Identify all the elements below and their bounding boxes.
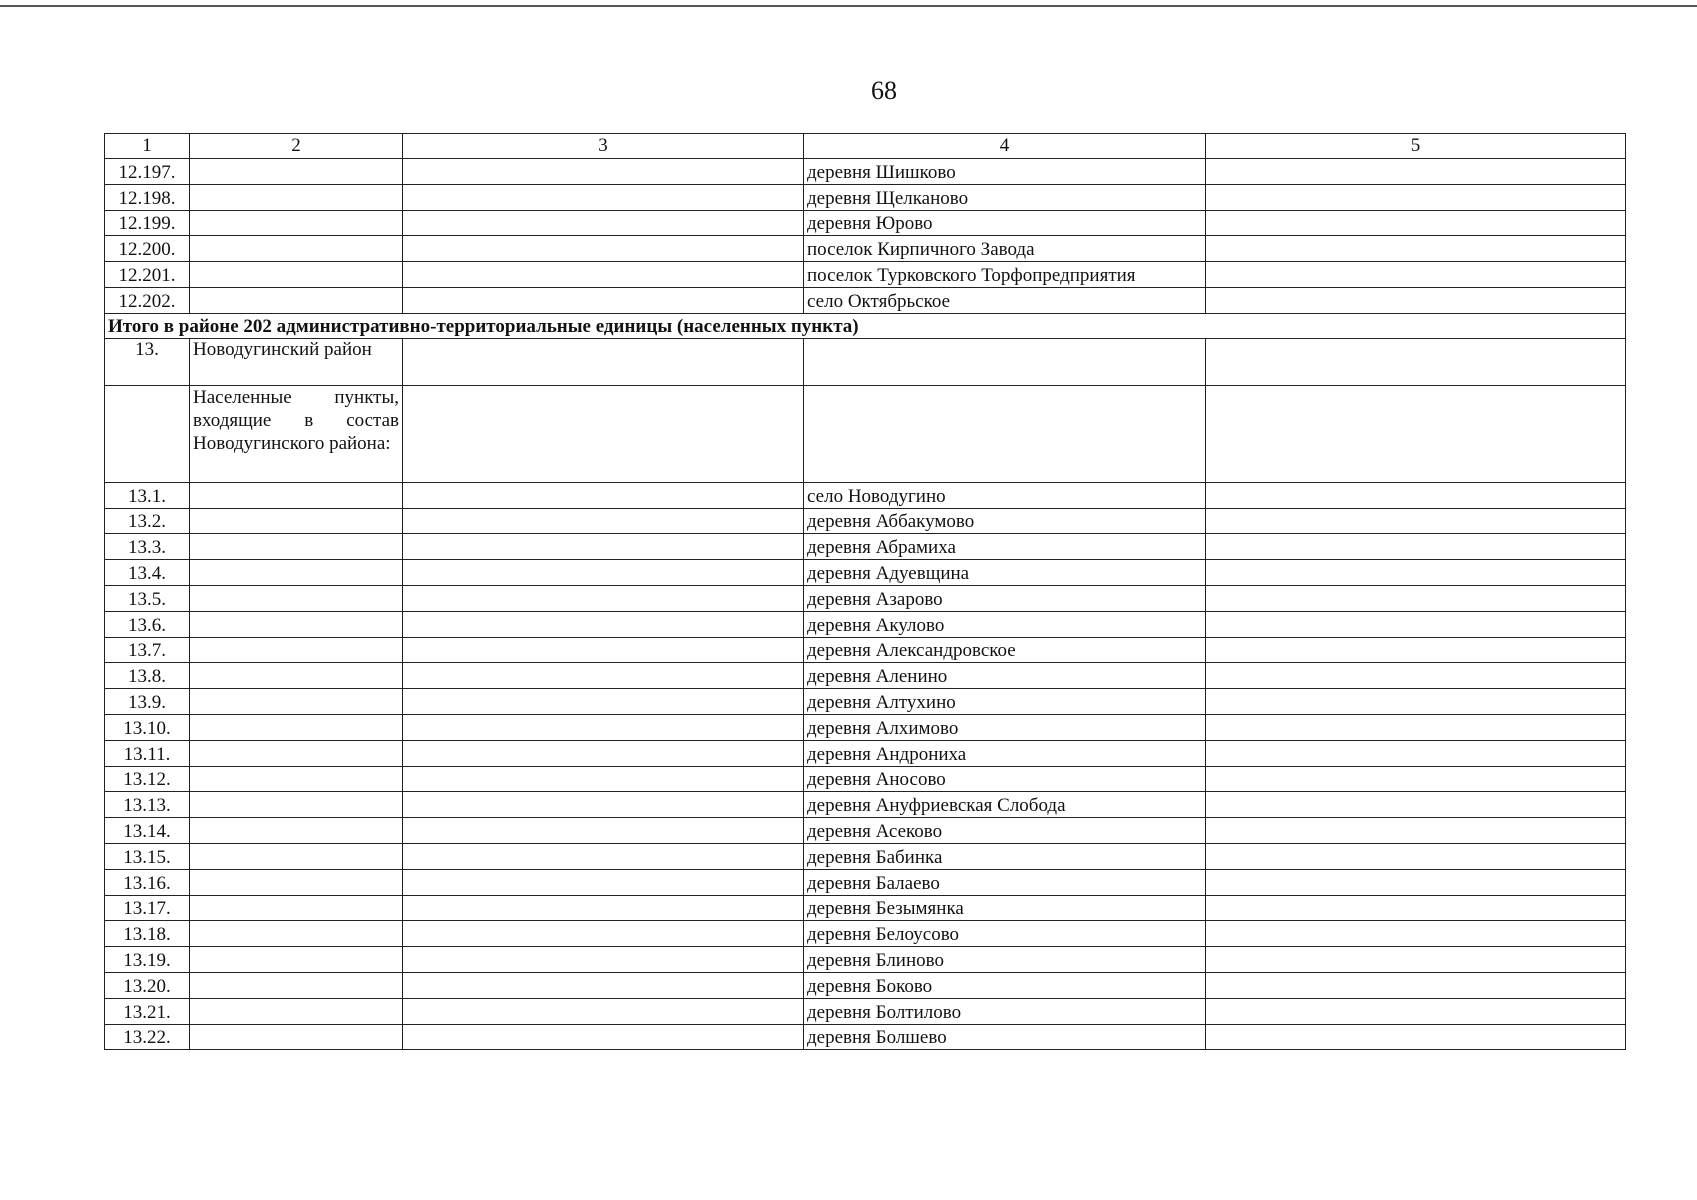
cell-col-5	[1206, 869, 1626, 895]
row-number: 13.7.	[105, 637, 190, 663]
cell-col-3	[403, 792, 804, 818]
cell-col-5	[1206, 534, 1626, 560]
header-col-2: 2	[190, 134, 403, 159]
cell-col-3	[403, 843, 804, 869]
cell-col-3	[403, 611, 804, 637]
cell-col-2	[190, 534, 403, 560]
cell-col-5	[1206, 210, 1626, 236]
cell-col-3	[403, 663, 804, 689]
cell-col-3	[403, 972, 804, 998]
cell-col-5	[1206, 184, 1626, 210]
table-row	[105, 637, 1626, 663]
row-number: 12.198.	[105, 184, 190, 210]
table-row	[105, 740, 1626, 766]
cell-col-3	[403, 921, 804, 947]
cell-col-5	[1206, 921, 1626, 947]
table-row	[105, 998, 1626, 1024]
cell-col-3	[403, 895, 804, 921]
cell-col-5	[1206, 663, 1626, 689]
row-number: 13.15.	[105, 843, 190, 869]
table-row	[105, 534, 1626, 560]
cell-col-5	[1206, 159, 1626, 185]
row-number: 13.8.	[105, 663, 190, 689]
settlement-name: деревня Асеково	[804, 818, 1206, 844]
table-row	[105, 611, 1626, 637]
table-row	[105, 869, 1626, 895]
cell-col-5	[1206, 637, 1626, 663]
cell-col-2	[190, 482, 403, 508]
table-row	[105, 262, 1626, 288]
settlement-name: село Октябрьское	[804, 287, 1206, 313]
cell-col-2	[190, 947, 403, 973]
cell-col-5	[1206, 262, 1626, 288]
cell-col-3	[403, 714, 804, 740]
header-col-1: 1	[105, 134, 190, 159]
subheading-text: Населенные пункты, входящие в состав Новодугинского района:	[190, 385, 403, 482]
cell-col-3	[403, 637, 804, 663]
cell-col-5	[1206, 998, 1626, 1024]
settlement-name: деревня Белоусово	[804, 921, 1206, 947]
row-number: 13.20.	[105, 972, 190, 998]
cell-col-2	[190, 689, 403, 715]
cell-col-2	[190, 869, 403, 895]
cell-col-2	[190, 236, 403, 262]
settlement-name: поселок Турковского Торфопредприятия	[804, 262, 1206, 288]
cell-col-3	[403, 482, 804, 508]
cell-col-5	[1206, 287, 1626, 313]
cell-col-3	[403, 689, 804, 715]
settlement-name: деревня Ануфриевская Слобода	[804, 792, 1206, 818]
cell-col-2	[190, 792, 403, 818]
row-number: 12.202.	[105, 287, 190, 313]
row-number: 13.17.	[105, 895, 190, 921]
cell-col-2	[190, 895, 403, 921]
cell-col-3	[403, 184, 804, 210]
row-number: 13.11.	[105, 740, 190, 766]
cell-col-5	[1206, 947, 1626, 973]
cell-col-2	[190, 585, 403, 611]
cell-col-3	[403, 236, 804, 262]
total-row	[105, 313, 1626, 338]
table-row	[105, 766, 1626, 792]
table-row	[105, 482, 1626, 508]
cell-col-5	[1206, 585, 1626, 611]
settlement-name: деревня Юрово	[804, 210, 1206, 236]
settlement-name: деревня Шишково	[804, 159, 1206, 185]
cell-col-5	[1206, 482, 1626, 508]
cell-col-2	[190, 287, 403, 313]
settlement-name: деревня Адуевщина	[804, 560, 1206, 586]
settlement-name: деревня Бабинка	[804, 843, 1206, 869]
table-row	[105, 689, 1626, 715]
district-name: Новодугинский район	[190, 338, 403, 385]
cell-col-2	[190, 740, 403, 766]
cell-col-2	[190, 262, 403, 288]
table-row	[105, 159, 1626, 185]
row-number: 13.13.	[105, 792, 190, 818]
cell-col-5	[1206, 611, 1626, 637]
cell-col-3	[403, 818, 804, 844]
table-row	[105, 792, 1626, 818]
total-text: Итого в районе 202 административно-территориальные единицы (населенных пункта)	[105, 313, 1626, 338]
cell-col-5	[1206, 714, 1626, 740]
settlement-name: деревня Аббакумово	[804, 508, 1206, 534]
table-row	[105, 585, 1626, 611]
row-number: 13.9.	[105, 689, 190, 715]
header-col-4: 4	[804, 134, 1206, 159]
cell-col-5	[1206, 972, 1626, 998]
settlement-name: деревня Боково	[804, 972, 1206, 998]
cell-col-2	[190, 508, 403, 534]
cell-col-2	[190, 663, 403, 689]
cell-col-2	[190, 972, 403, 998]
cell-col-3	[403, 998, 804, 1024]
district-number: 13.	[105, 338, 190, 385]
row-number: 13.5.	[105, 585, 190, 611]
page-number: 68	[871, 76, 897, 105]
cell-col-5	[1206, 689, 1626, 715]
row-number: 13.14.	[105, 818, 190, 844]
cell-col-3	[403, 534, 804, 560]
district-row	[105, 338, 1626, 385]
table-row	[105, 1024, 1626, 1050]
table-row	[105, 508, 1626, 534]
row-number: 13.4.	[105, 560, 190, 586]
cell-col-5	[1206, 1024, 1626, 1050]
cell-col-5	[1206, 818, 1626, 844]
row-number: 13.16.	[105, 869, 190, 895]
row-number: 13.19.	[105, 947, 190, 973]
table-row	[105, 184, 1626, 210]
row-number: 12.197.	[105, 159, 190, 185]
table-row	[105, 818, 1626, 844]
settlement-name: деревня Аленино	[804, 663, 1206, 689]
cell-col-2	[190, 611, 403, 637]
row-number: 13.18.	[105, 921, 190, 947]
cell-col-5	[1206, 895, 1626, 921]
cell-col-5	[1206, 766, 1626, 792]
table-body-a	[105, 159, 1626, 314]
row-number: 13.10.	[105, 714, 190, 740]
cell-col-2	[190, 560, 403, 586]
settlement-name: деревня Алтухино	[804, 689, 1206, 715]
row-number: 13.1.	[105, 482, 190, 508]
cell-col-2	[190, 1024, 403, 1050]
table-row	[105, 560, 1626, 586]
cell-col-5	[1206, 792, 1626, 818]
row-number: 13.2.	[105, 508, 190, 534]
top-rule	[0, 5, 1697, 7]
row-number: 13.6.	[105, 611, 190, 637]
settlements-table	[104, 133, 1626, 1050]
settlement-name: деревня Азарово	[804, 585, 1206, 611]
cell-col-3	[403, 210, 804, 236]
settlement-name: деревня Абрамиха	[804, 534, 1206, 560]
cell-col-2	[190, 210, 403, 236]
table-row	[105, 843, 1626, 869]
row-number: 12.200.	[105, 236, 190, 262]
table-row	[105, 236, 1626, 262]
settlement-name: деревня Болтилово	[804, 998, 1206, 1024]
cell-col-2	[190, 714, 403, 740]
header-col-3: 3	[403, 134, 804, 159]
cell-col-3	[403, 766, 804, 792]
cell-col-3	[403, 1024, 804, 1050]
settlement-name: деревня Александровское	[804, 637, 1206, 663]
cell-col-2	[190, 843, 403, 869]
cell-col-3	[403, 159, 804, 185]
cell-col-5	[1206, 236, 1626, 262]
row-number: 13.3.	[105, 534, 190, 560]
settlement-name: деревня Болшево	[804, 1024, 1206, 1050]
cell-col-3	[403, 869, 804, 895]
settlement-name: деревня Безымянка	[804, 895, 1206, 921]
cell-col-5	[1206, 508, 1626, 534]
row-number: 12.199.	[105, 210, 190, 236]
settlement-name: деревня Блиново	[804, 947, 1206, 973]
settlement-name: деревня Аносово	[804, 766, 1206, 792]
cell-col-3	[403, 287, 804, 313]
cell-col-3	[403, 560, 804, 586]
cell-col-5	[1206, 843, 1626, 869]
subheading-row	[105, 385, 1626, 482]
table-row	[105, 663, 1626, 689]
row-number: 13.22.	[105, 1024, 190, 1050]
cell-col-2	[190, 766, 403, 792]
table-body-b	[105, 482, 1626, 1050]
cell-col-2	[190, 637, 403, 663]
cell-col-3	[403, 585, 804, 611]
cell-col-2	[190, 818, 403, 844]
table-row	[105, 210, 1626, 236]
table-row	[105, 921, 1626, 947]
header-col-5: 5	[1206, 134, 1626, 159]
header-row	[105, 134, 1626, 159]
cell-col-2	[190, 998, 403, 1024]
cell-col-3	[403, 508, 804, 534]
cell-col-5	[1206, 740, 1626, 766]
table-row	[105, 972, 1626, 998]
table-row	[105, 895, 1626, 921]
table-row	[105, 714, 1626, 740]
table-row	[105, 287, 1626, 313]
row-number: 13.12.	[105, 766, 190, 792]
cell-col-2	[190, 184, 403, 210]
settlement-name: поселок Кирпичного Завода	[804, 236, 1206, 262]
row-number: 13.21.	[105, 998, 190, 1024]
cell-col-2	[190, 921, 403, 947]
cell-col-3	[403, 740, 804, 766]
settlement-name: деревня Алхимово	[804, 714, 1206, 740]
cell-col-3	[403, 947, 804, 973]
cell-col-5	[1206, 560, 1626, 586]
table-body-district	[105, 313, 1626, 482]
table-row	[105, 947, 1626, 973]
settlement-name: деревня Балаево	[804, 869, 1206, 895]
row-number: 12.201.	[105, 262, 190, 288]
settlement-name: село Новодугино	[804, 482, 1206, 508]
cell-col-2	[190, 159, 403, 185]
cell-col-3	[403, 262, 804, 288]
settlement-name: деревня Андрониха	[804, 740, 1206, 766]
settlement-name: деревня Акулово	[804, 611, 1206, 637]
settlement-name: деревня Щелканово	[804, 184, 1206, 210]
